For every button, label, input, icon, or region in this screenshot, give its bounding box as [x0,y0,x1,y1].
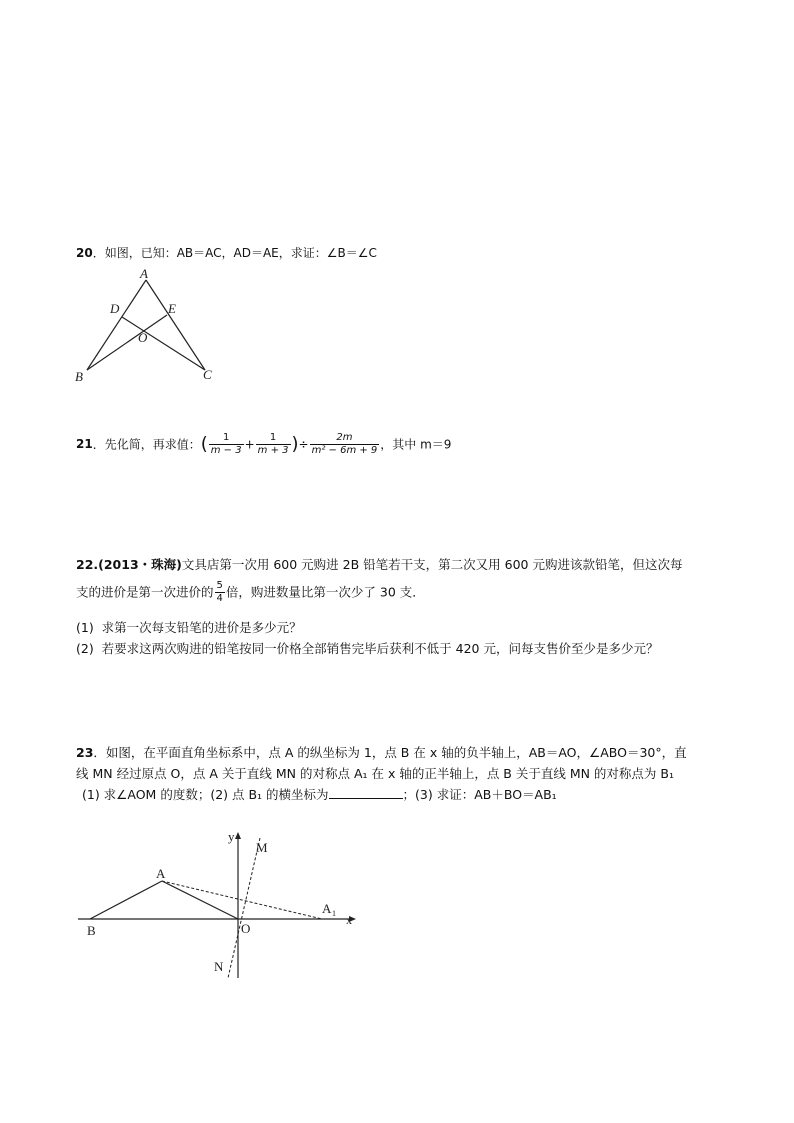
q23-label-y: y [228,829,235,844]
q23-label-n: N [214,959,224,974]
q23-label-b: B [87,923,96,938]
q23-segment-ao [162,881,238,919]
q20-text: 20．如图，已知：AB＝AC，AD＝AE，求证：∠B＝∠C [76,246,377,260]
q20-number: 20 [76,246,93,260]
q23-figure [70,826,370,986]
q20-edge-eb [87,315,167,370]
q23-line-1: 23．如图，在平面直角坐标系中，点 A 的纵坐标为 1，点 B 在 x 轴的负半轴上，AB＝AO，∠ABO＝30°，直 [76,745,687,760]
q20-figure [70,266,230,388]
q23-y-axis-arrow [235,832,241,839]
q21-frac-3: $\frac{2m}{\text{m² − 6m + 9}}$ [311,432,378,456]
q20-edge-ab [87,280,146,370]
q23-label-a1-sub: 1 [332,909,336,918]
q21-text: 21．先化简，再求值：( $\frac{1}{m - 3}$ + $\frac{1}{m + 3}$ )÷ $\frac{2m}{\text{m² − 6m + 9}}$ ，其中 m＝9 [76,432,452,456]
q23-line-2: 线 MN 经过原点 O，点 A 关于直线 MN 的对称点 A₁ 在 x 轴的正半轴上，点 B 关于直线 MN 的对称点为 B₁ [76,766,674,781]
q23-line-3: (1) 求∠AOM 的度数；(2) 点 B₁ 的横坐标为 ；(3) 求证：AB＋BO＝AB₁ [82,787,557,802]
q23-label-x: x [346,913,352,927]
q21-frac-1: $\frac{1}{m - 3}$ [210,432,242,456]
q20-label-c: C [203,367,212,382]
q21-number: 21 [76,437,93,451]
q23-label-a: A [156,866,166,881]
q20-label-e: E [168,301,176,316]
q22-prefix: 22.(2013・珠海) [76,557,182,572]
q20-label-a: A [140,266,148,281]
q23-label-m: M [256,840,268,855]
q20-edge-ac [146,280,205,370]
q23-label-o: O [241,921,251,936]
q21-frac-2: $\frac{1}{m + 3}$ [257,432,289,456]
q22-fraction: $\frac{5}{4}$ [216,580,223,604]
q23-label-a1: A [322,901,332,916]
q20-edge-dc [122,317,205,370]
q23-line-mn [228,838,260,978]
q20-label-o: O [138,330,148,345]
q22-sub-2: (2) 若要求这两次购进的铅笔按同一价格全部销售完毕后获利不低于 420 元，问每支售价至少是多少元？ [76,641,659,656]
q23-segment-ab [90,881,162,919]
q22-line-2: 支的进价是第一次进价的 $\frac{5}{4}$ 倍，购进数量比第一次少了 30 支． [76,580,425,604]
q20-label-d: D [110,301,120,316]
q23-number: 23 [76,745,94,760]
q23-segment-aa1 [162,881,322,919]
q22-sub-1: (1) 求第一次每支铅笔的进价是多少元？ [76,620,302,635]
q20-label-b: B [75,369,83,384]
q23-answer-blank[interactable] [329,787,403,799]
q22-line-1: 22.(2013・珠海)文具店第一次用 600 元购进 2B 铅笔若干支，第二次又用 600 元购进该款铅笔，但这次每 [76,557,683,572]
